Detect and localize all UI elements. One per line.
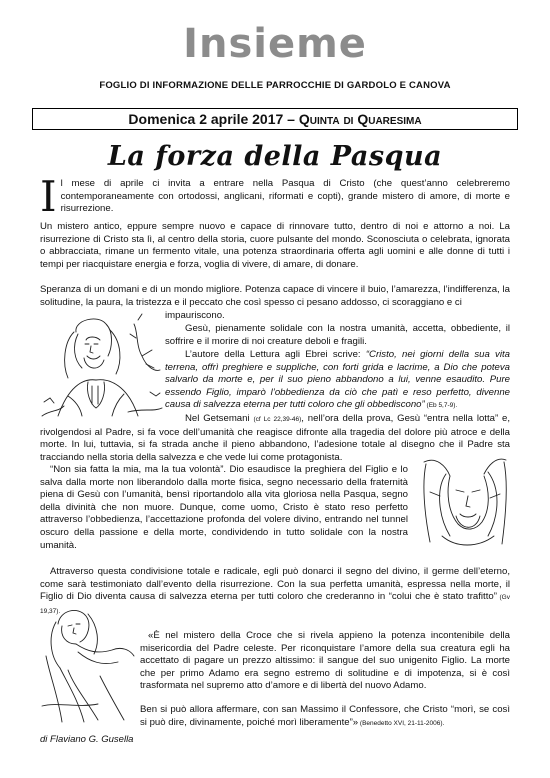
christ-face-illustration (416, 452, 514, 556)
paragraph-4: Gesù, pienamente solidale con la nostra umanità, accetta, obbediente, il soffrire e il morire di noi creature deboli e fragili. (165, 323, 510, 347)
praying-christ-illustration (38, 312, 166, 424)
drop-cap: I (40, 172, 57, 221)
paragraph-10: Ben si può allora affermare, con san Massimo il Confessore, che Cristo “morì, se così si può dire, divinamente, poiché morì liberamente”» (Benedetto XVI, 21-11-2006). (140, 704, 510, 728)
reference-heb: (Eb 5,7-9). (424, 402, 458, 410)
paragraph-2: Un mistero antico, eppure sempre nuovo e capace di rinnovare tutto, dentro di noi e attorno a noi. La risurrezione di Cristo sta lì, al centro della storia, cuore pulsante del mondo. Sconosciuta o celebrata, ignorata o abbracciata, rimane un fermento vitale, una potenza straordinaria offerta agli uomini e alle donne di tutti i tempi per riacquistare energia e forza, voglia di vivere, di amare, di donare. (40, 221, 510, 270)
reference-john: (Gv 19,37). (40, 594, 510, 615)
article-title: La forza della Pasqua (107, 141, 443, 172)
paragraph-6: Nel Getsemani (cf Lc 22,39-46), nell’ora della prova, Gesù “entra nella lotta” e, rivolgendosi al Padre, si fa voce dell’umanità che reagisce difronte alla tragedia del dolore più atroce e della morte. In lui, tuttavia, si fa strada anche il pieno abbandono, l’adesione totale al disegno che il Padre sta tracciando nella storia della salvezza e che vede lui come protagonista. (40, 413, 510, 463)
issue-date: Domenica 2 aprile 2017 – (128, 111, 299, 127)
paragraph-1: Il mese di aprile ci invita a entrare nella Pasqua di Cristo (che quest’anno celebreremo contemporaneamente con ortodossi, anglicani, riformati e copti), grande mistero di amore, di morte e risurrezione. (40, 172, 510, 221)
masthead-subtitle: FOGLIO DI INFORMAZIONE DELLE PARROCCHIE DI GARDOLO E CANOVA (99, 80, 451, 91)
paragraph-3-end: impauriscono. (165, 310, 225, 321)
liturgical-day: Quinta di Quaresima (298, 111, 422, 127)
paragraph-8: Attraverso questa condivisione totale e radicale, egli può donarci il segno del divino, il germe dell’eterno, come sarà testimoniato dall’evento della risurrezione. Con la sua perfetta umanità, espressa nella morte, il Figlio di Dio diventa causa di salvezza eterna per tutti coloro che crederanno in “colui che è stato trafitto” (Gv 19,37). (40, 566, 510, 615)
paragraph-3: Speranza di un domani e di un mondo migliore. Potenza capace di vincere il buio, l’amarezza, l’indifferenza, la solitudine, la paura, la tristezza e il peccato che così spesso ci pesano addosso, ci scoraggiano e ci (40, 284, 510, 308)
masthead-title: Insieme (183, 21, 367, 67)
hebrews-quote: “Cristo, nei giorni della sua vita terrena, offrì preghiere e suppliche, con forti grida e lacrime, a Dio che poteva salvarlo da morte e, per il suo pieno abbandono a lui, venne esaudito. Pure essendo Figlio, imparò l’obbedienza da ciò che patì e reso perfetto, divenne causa di salvezza eterna per tutti coloro che gli obbediscono” (165, 349, 510, 411)
issue-date-box (32, 108, 518, 130)
paragraph-5: L’autore della Lettura agli Ebrei scrive: “Cristo, nei giorni della sua vita terrena, offrì preghiere e suppliche, con forti grida e lacrime, a Dio che poteva salvarlo da morte e, per il suo pieno abbandono a lui, venne esaudito. Pure essendo Figlio, imparò l’obbedienza da ciò che patì e reso perfetto, divenne causa di salvezza eterna per tutti coloro che gli obbediscono” (Eb 5,7-9). (165, 349, 510, 411)
reference-luke: (cf Lc 22,39-46) (253, 416, 302, 423)
article-author: di Flaviano G. Gusella (40, 734, 134, 745)
reference-benedict: (Benedetto XVI, 21-11-2006). (358, 719, 445, 727)
paragraph-9: «È nel mistero della Croce che si rivela appieno la potenza incontenibile della misericordia del Padre celeste. Per riconquistare l’amore della sua creatura egli ha accettato di pagare un prezzo altissimo: il sangue del suo unigenito Figlio. La morte che per primo Adamo era segno estremo di solitudine e di impotenza, si è così trasformata nel supremo atto d’amore e di libertà del nuovo Adamo. (140, 630, 510, 692)
kneeling-figure-illustration (38, 596, 140, 726)
paragraph-7: “Non sia fatta la mia, ma la tua volontà”. Dio esaudisce la preghiera del Figlio e lo salva dalla morte non liberandolo dalla morte fisica, segno necessario della fraternità piena di Gesù con l’umanità, bensì riportandolo alla vita gloriosa nella Pasqua, segno della divinità che non muore. Dunque, come uomo, Cristo è stato reso perfetto attraverso l’obbedienza, l’accettazione profonda del volere divino, entrando nel tunnel oscuro della passione e della morte, condividendo in tutto solidale con la nostra umanità. (40, 464, 408, 551)
